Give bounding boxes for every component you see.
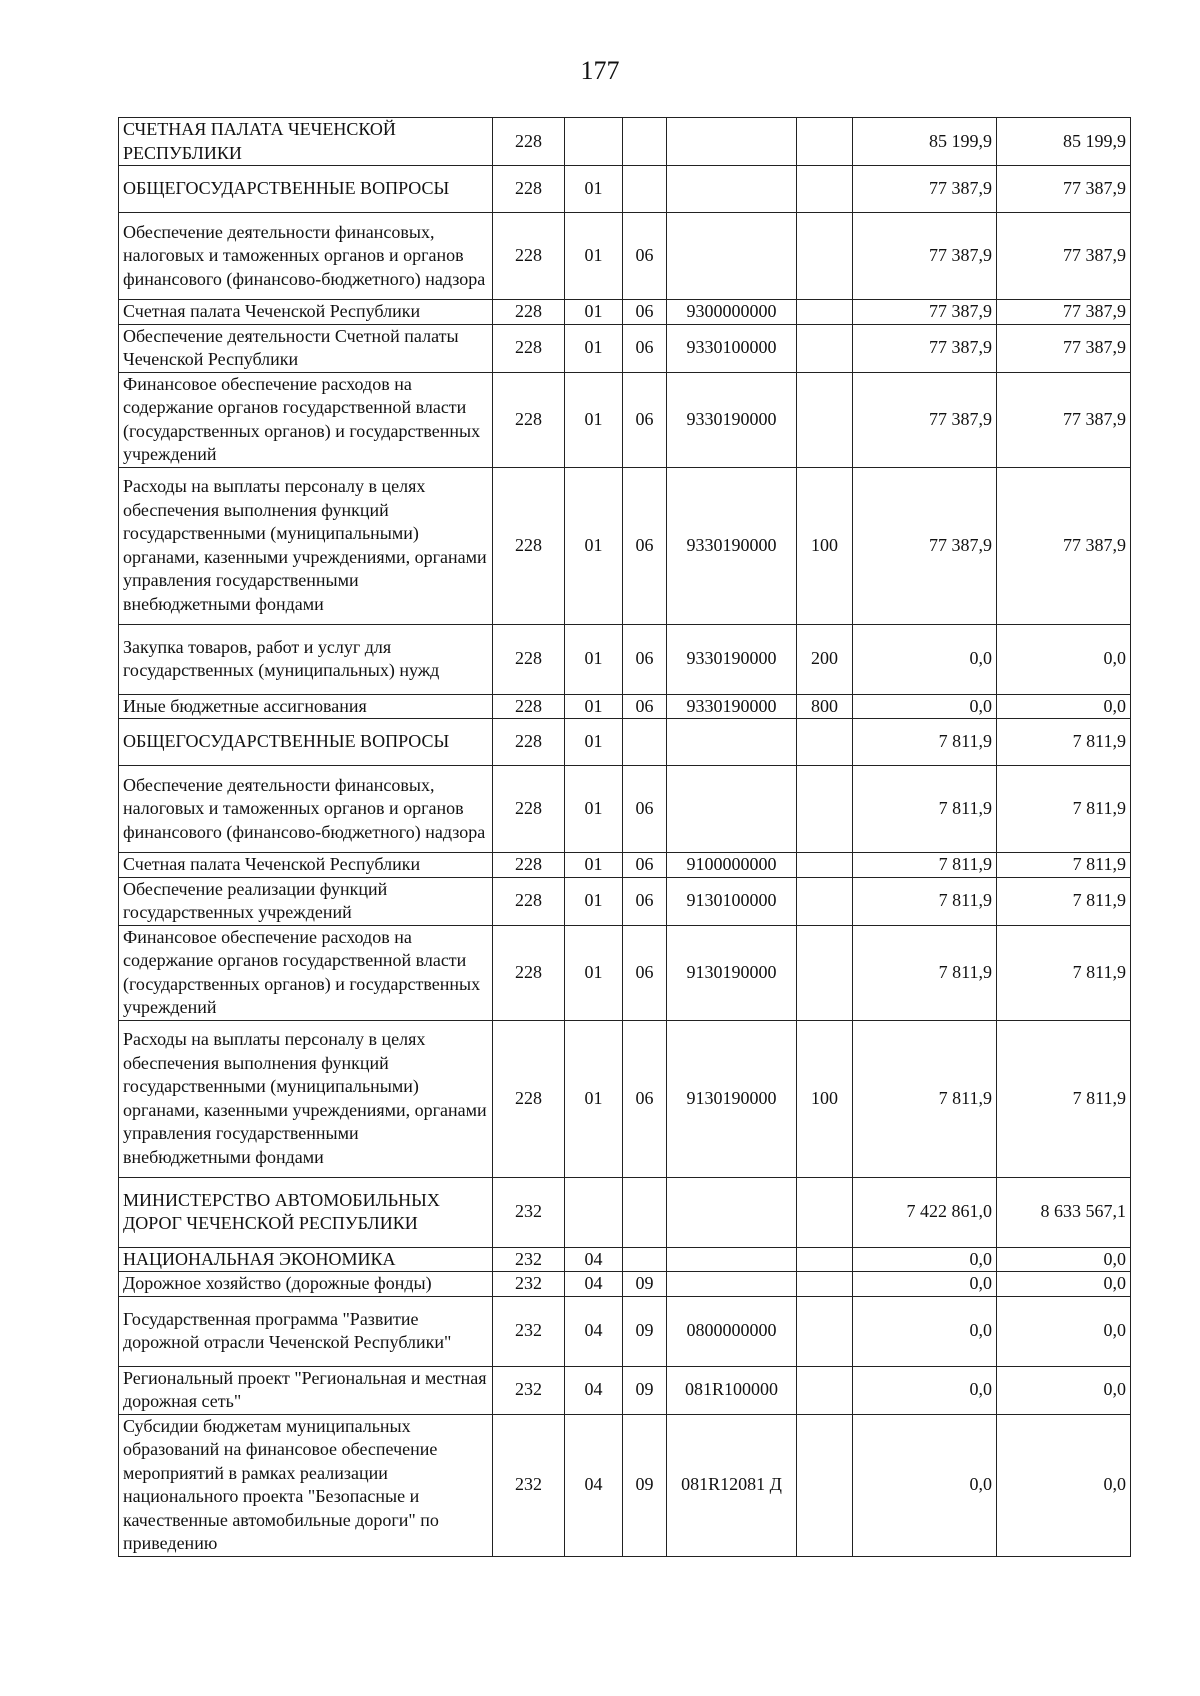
row-sum-year2: 0,0 xyxy=(997,624,1131,694)
row-ved-code: 232 xyxy=(493,1414,565,1556)
row-ved-code: 228 xyxy=(493,694,565,719)
row-sum-year2: 7 811,9 xyxy=(997,766,1131,853)
row-target-article xyxy=(667,166,797,213)
table-row xyxy=(119,118,1131,166)
row-sum-year2: 85 199,9 xyxy=(997,118,1131,166)
row-sum-year1: 77 387,9 xyxy=(853,166,997,213)
row-sum-year1: 0,0 xyxy=(853,624,997,694)
row-subsection-code: 06 xyxy=(623,853,667,878)
row-subsection-code: 06 xyxy=(623,467,667,624)
row-expense-type xyxy=(797,300,853,325)
row-subsection-code: 06 xyxy=(623,372,667,467)
row-target-article xyxy=(667,766,797,853)
table-row xyxy=(119,877,1131,925)
row-ved-code: 228 xyxy=(493,166,565,213)
row-target-article: 081R100000 xyxy=(667,1366,797,1414)
row-subsection-code: 06 xyxy=(623,877,667,925)
row-section-code: 04 xyxy=(565,1296,623,1366)
table-row xyxy=(119,324,1131,372)
row-expense-type xyxy=(797,372,853,467)
row-subsection-code: 06 xyxy=(623,324,667,372)
row-section-code xyxy=(565,1177,623,1247)
row-target-article: 9330190000 xyxy=(667,694,797,719)
row-subsection-code: 06 xyxy=(623,925,667,1020)
budget-table xyxy=(118,117,1131,1557)
row-sum-year2: 7 811,9 xyxy=(997,1020,1131,1177)
row-sum-year2: 8 633 567,1 xyxy=(997,1177,1131,1247)
row-sum-year2: 0,0 xyxy=(997,1272,1131,1297)
row-sum-year2: 77 387,9 xyxy=(997,467,1131,624)
row-section-code: 04 xyxy=(565,1366,623,1414)
row-sum-year1: 77 387,9 xyxy=(853,467,997,624)
row-section-code: 01 xyxy=(565,925,623,1020)
table-row xyxy=(119,1177,1131,1247)
row-target-article xyxy=(667,1177,797,1247)
row-sum-year1: 0,0 xyxy=(853,1366,997,1414)
row-sum-year2: 0,0 xyxy=(997,1296,1131,1366)
row-section-code: 01 xyxy=(565,694,623,719)
table-row xyxy=(119,719,1131,766)
row-ved-code: 228 xyxy=(493,853,565,878)
row-ved-code: 228 xyxy=(493,324,565,372)
row-ved-code: 228 xyxy=(493,213,565,300)
table-row xyxy=(119,213,1131,300)
row-expense-type xyxy=(797,118,853,166)
row-subsection-code: 06 xyxy=(623,1020,667,1177)
row-name: Расходы на выплаты персоналу в целях обеспечения выполнения функций государственными (муниципальными) органами, казенными учреждениями, органами управления государственными внебюджетными фондами xyxy=(119,467,493,624)
row-subsection-code: 06 xyxy=(623,300,667,325)
row-section-code: 04 xyxy=(565,1247,623,1272)
row-name: Региональный проект "Региональная и местная дорожная сеть" xyxy=(119,1366,493,1414)
row-section-code: 01 xyxy=(565,324,623,372)
row-name: МИНИСТЕРСТВО АВТОМОБИЛЬНЫХ ДОРОГ ЧЕЧЕНСКОЙ РЕСПУБЛИКИ xyxy=(119,1177,493,1247)
row-subsection-code xyxy=(623,118,667,166)
row-target-article: 9130100000 xyxy=(667,877,797,925)
row-ved-code: 232 xyxy=(493,1366,565,1414)
row-subsection-code xyxy=(623,1247,667,1272)
row-sum-year1: 7 811,9 xyxy=(853,925,997,1020)
row-name: Расходы на выплаты персоналу в целях обеспечения выполнения функций государственными (муниципальными) органами, казенными учреждениями, органами управления государственными внебюджетными фондами xyxy=(119,1020,493,1177)
row-target-article xyxy=(667,213,797,300)
row-expense-type xyxy=(797,1414,853,1556)
row-name: СЧЕТНАЯ ПАЛАТА ЧЕЧЕНСКОЙ РЕСПУБЛИКИ xyxy=(119,118,493,166)
row-section-code: 01 xyxy=(565,166,623,213)
row-section-code: 01 xyxy=(565,624,623,694)
row-section-code: 01 xyxy=(565,467,623,624)
row-section-code: 04 xyxy=(565,1272,623,1297)
row-sum-year2: 77 387,9 xyxy=(997,372,1131,467)
row-expense-type xyxy=(797,213,853,300)
row-sum-year1: 7 422 861,0 xyxy=(853,1177,997,1247)
row-target-article: 9330190000 xyxy=(667,624,797,694)
row-ved-code: 228 xyxy=(493,372,565,467)
row-subsection-code xyxy=(623,1177,667,1247)
row-subsection-code: 09 xyxy=(623,1366,667,1414)
row-subsection-code: 09 xyxy=(623,1296,667,1366)
row-sum-year1: 77 387,9 xyxy=(853,300,997,325)
table-row xyxy=(119,694,1131,719)
row-section-code: 01 xyxy=(565,213,623,300)
row-subsection-code xyxy=(623,719,667,766)
table-row xyxy=(119,300,1131,325)
row-sum-year2: 7 811,9 xyxy=(997,719,1131,766)
row-expense-type xyxy=(797,853,853,878)
row-target-article xyxy=(667,1247,797,1272)
row-target-article xyxy=(667,1272,797,1297)
row-section-code: 01 xyxy=(565,719,623,766)
row-target-article: 9330190000 xyxy=(667,372,797,467)
row-name: Счетная палата Чеченской Республики xyxy=(119,853,493,878)
table-row xyxy=(119,624,1131,694)
row-sum-year2: 0,0 xyxy=(997,1414,1131,1556)
row-name: Дорожное хозяйство (дорожные фонды) xyxy=(119,1272,493,1297)
row-expense-type xyxy=(797,1296,853,1366)
row-section-code: 01 xyxy=(565,300,623,325)
row-subsection-code: 09 xyxy=(623,1272,667,1297)
row-expense-type xyxy=(797,719,853,766)
row-name: ОБЩЕГОСУДАРСТВЕННЫЕ ВОПРОСЫ xyxy=(119,719,493,766)
row-target-article: 081R12081 Д xyxy=(667,1414,797,1556)
row-name: Финансовое обеспечение расходов на содержание органов государственной власти (государственных органов) и государственных учреждений xyxy=(119,925,493,1020)
table-row xyxy=(119,925,1131,1020)
row-section-code xyxy=(565,118,623,166)
row-sum-year1: 7 811,9 xyxy=(853,853,997,878)
row-name: Финансовое обеспечение расходов на содержание органов государственной власти (государственных органов) и государственных учреждений xyxy=(119,372,493,467)
row-target-article: 9330190000 xyxy=(667,467,797,624)
row-subsection-code: 06 xyxy=(623,766,667,853)
row-sum-year1: 77 387,9 xyxy=(853,372,997,467)
row-ved-code: 228 xyxy=(493,118,565,166)
row-sum-year1: 0,0 xyxy=(853,694,997,719)
row-name: Обеспечение реализации функций государственных учреждений xyxy=(119,877,493,925)
row-target-article: 9130190000 xyxy=(667,925,797,1020)
row-name: Счетная палата Чеченской Республики xyxy=(119,300,493,325)
row-ved-code: 232 xyxy=(493,1272,565,1297)
row-sum-year2: 0,0 xyxy=(997,1366,1131,1414)
row-sum-year2: 7 811,9 xyxy=(997,877,1131,925)
row-sum-year2: 77 387,9 xyxy=(997,213,1131,300)
row-ved-code: 228 xyxy=(493,624,565,694)
row-ved-code: 228 xyxy=(493,1020,565,1177)
row-expense-type xyxy=(797,1177,853,1247)
row-sum-year1: 77 387,9 xyxy=(853,213,997,300)
row-target-article: 9100000000 xyxy=(667,853,797,878)
row-target-article: 9330100000 xyxy=(667,324,797,372)
row-sum-year2: 7 811,9 xyxy=(997,925,1131,1020)
row-sum-year1: 7 811,9 xyxy=(853,719,997,766)
page-number: 177 xyxy=(580,56,620,85)
row-sum-year2: 0,0 xyxy=(997,1247,1131,1272)
row-name: НАЦИОНАЛЬНАЯ ЭКОНОМИКА xyxy=(119,1247,493,1272)
row-subsection-code: 06 xyxy=(623,624,667,694)
row-section-code: 01 xyxy=(565,853,623,878)
table-row xyxy=(119,467,1131,624)
table-body xyxy=(119,118,1131,1557)
row-expense-type xyxy=(797,1272,853,1297)
row-expense-type xyxy=(797,324,853,372)
row-sum-year2: 77 387,9 xyxy=(997,166,1131,213)
row-sum-year1: 7 811,9 xyxy=(853,877,997,925)
table-row xyxy=(119,1366,1131,1414)
row-expense-type: 800 xyxy=(797,694,853,719)
row-expense-type xyxy=(797,1247,853,1272)
row-subsection-code: 09 xyxy=(623,1414,667,1556)
row-expense-type xyxy=(797,877,853,925)
row-section-code: 01 xyxy=(565,877,623,925)
row-sum-year1: 0,0 xyxy=(853,1414,997,1556)
table-row xyxy=(119,766,1131,853)
row-section-code: 01 xyxy=(565,1020,623,1177)
table-row xyxy=(119,372,1131,467)
row-target-article xyxy=(667,719,797,766)
row-sum-year1: 0,0 xyxy=(853,1296,997,1366)
row-sum-year1: 7 811,9 xyxy=(853,766,997,853)
row-sum-year2: 77 387,9 xyxy=(997,300,1131,325)
row-sum-year1: 85 199,9 xyxy=(853,118,997,166)
row-expense-type xyxy=(797,925,853,1020)
row-name: Субсидии бюджетам муниципальных образований на финансовое обеспечение мероприятий в рамках реализации национального проекта "Безопасные и качественные автомобильные дороги" по приведению xyxy=(119,1414,493,1556)
row-name: Государственная программа "Развитие дорожной отрасли Чеченской Республики" xyxy=(119,1296,493,1366)
row-target-article: 9130190000 xyxy=(667,1020,797,1177)
row-ved-code: 228 xyxy=(493,877,565,925)
row-name: Обеспечение деятельности финансовых, налоговых и таможенных органов и органов финансового (финансово-бюджетного) надзора xyxy=(119,213,493,300)
row-ved-code: 232 xyxy=(493,1247,565,1272)
table-row xyxy=(119,1296,1131,1366)
row-expense-type xyxy=(797,766,853,853)
row-ved-code: 228 xyxy=(493,467,565,624)
row-ved-code: 228 xyxy=(493,719,565,766)
row-expense-type: 100 xyxy=(797,467,853,624)
row-sum-year1: 0,0 xyxy=(853,1247,997,1272)
row-target-article xyxy=(667,118,797,166)
row-section-code: 01 xyxy=(565,372,623,467)
row-sum-year2: 0,0 xyxy=(997,694,1131,719)
row-target-article: 9300000000 xyxy=(667,300,797,325)
row-ved-code: 232 xyxy=(493,1177,565,1247)
row-ved-code: 228 xyxy=(493,925,565,1020)
table-row xyxy=(119,1020,1131,1177)
row-ved-code: 228 xyxy=(493,300,565,325)
table-row xyxy=(119,166,1131,213)
row-target-article: 0800000000 xyxy=(667,1296,797,1366)
table-row xyxy=(119,1272,1131,1297)
row-expense-type xyxy=(797,1366,853,1414)
row-sum-year1: 77 387,9 xyxy=(853,324,997,372)
row-subsection-code: 06 xyxy=(623,694,667,719)
row-sum-year1: 0,0 xyxy=(853,1272,997,1297)
row-name: Иные бюджетные ассигнования xyxy=(119,694,493,719)
row-name: Обеспечение деятельности финансовых, налоговых и таможенных органов и органов финансового (финансово-бюджетного) надзора xyxy=(119,766,493,853)
row-sum-year2: 7 811,9 xyxy=(997,853,1131,878)
table-row xyxy=(119,1247,1131,1272)
row-ved-code: 232 xyxy=(493,1296,565,1366)
row-name: Обеспечение деятельности Счетной палаты Чеченской Республики xyxy=(119,324,493,372)
row-section-code: 01 xyxy=(565,766,623,853)
row-expense-type: 200 xyxy=(797,624,853,694)
row-sum-year1: 7 811,9 xyxy=(853,1020,997,1177)
row-subsection-code: 06 xyxy=(623,213,667,300)
row-section-code: 04 xyxy=(565,1414,623,1556)
row-ved-code: 228 xyxy=(493,766,565,853)
table-row xyxy=(119,1414,1131,1556)
row-subsection-code xyxy=(623,166,667,213)
row-name: ОБЩЕГОСУДАРСТВЕННЫЕ ВОПРОСЫ xyxy=(119,166,493,213)
table-row xyxy=(119,853,1131,878)
row-expense-type xyxy=(797,166,853,213)
row-sum-year2: 77 387,9 xyxy=(997,324,1131,372)
row-name: Закупка товаров, работ и услуг для государственных (муниципальных) нужд xyxy=(119,624,493,694)
row-expense-type: 100 xyxy=(797,1020,853,1177)
